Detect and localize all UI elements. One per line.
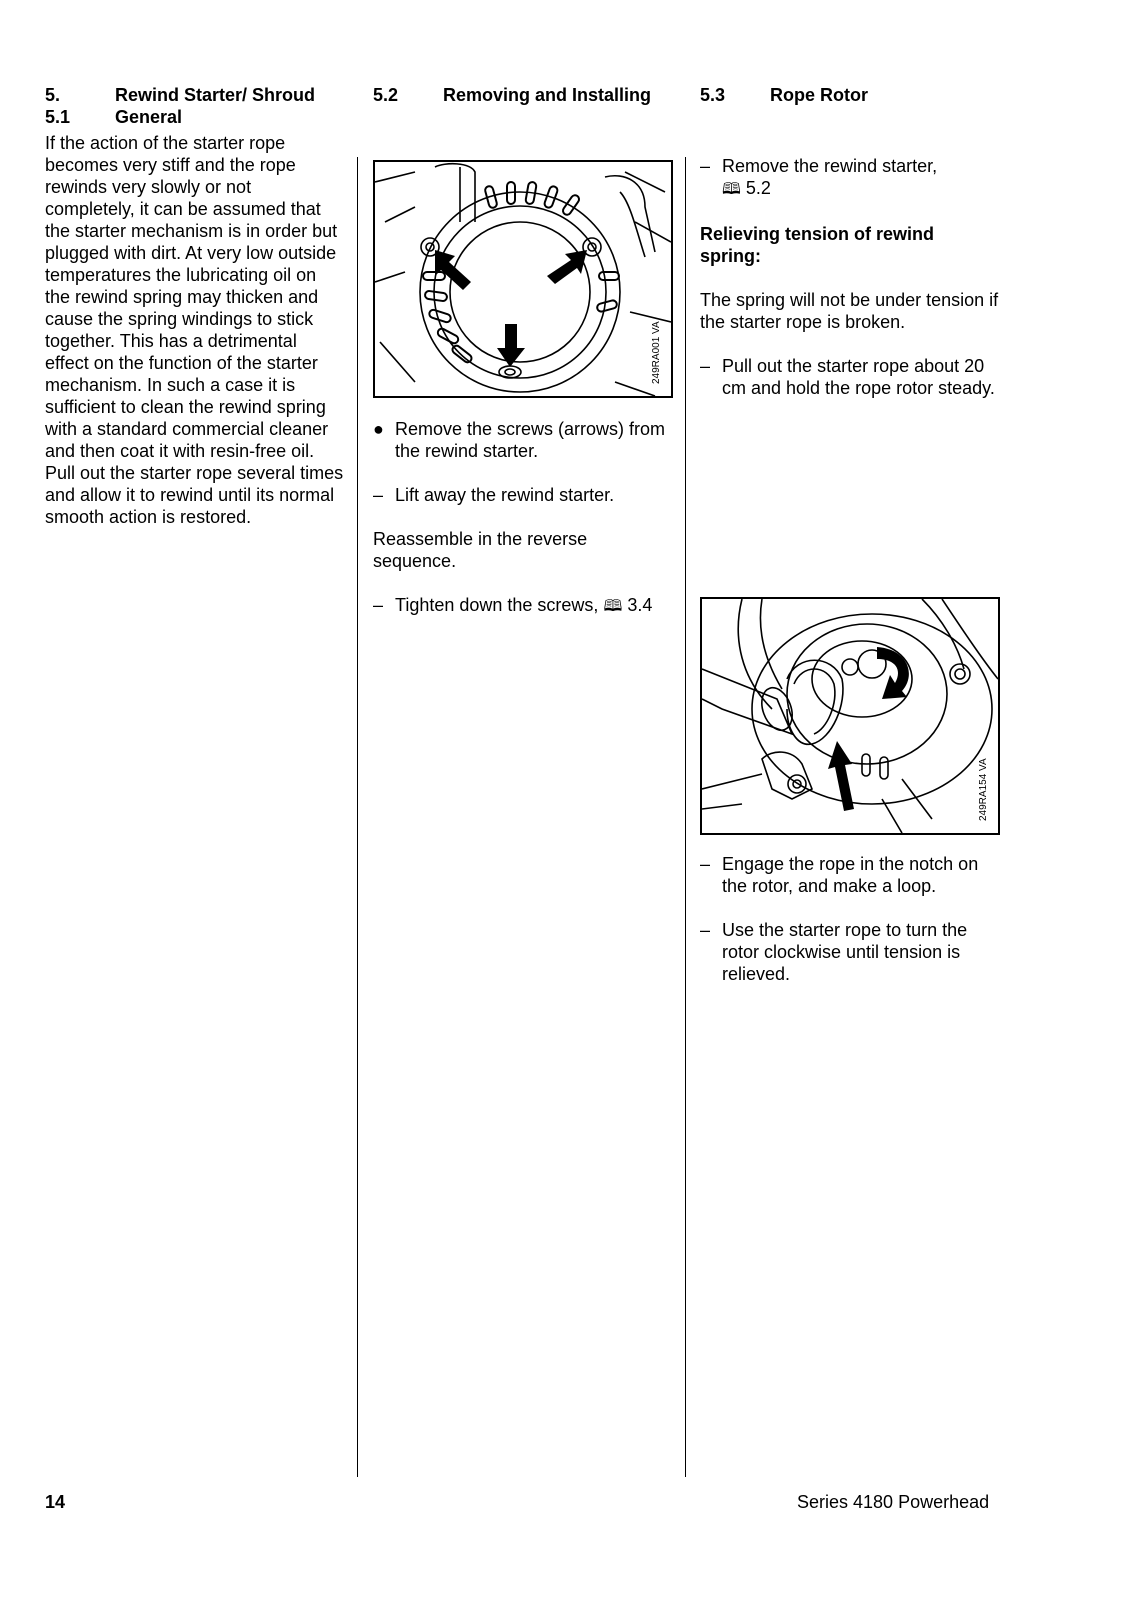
dash-marker: –	[373, 595, 384, 615]
rope-rotor-illustration	[702, 599, 998, 833]
section-removing-installing	[373, 84, 673, 106]
rope-rotor-steps	[700, 155, 1000, 399]
heading-title: General	[115, 107, 183, 127]
rope-rotor-figure	[700, 597, 1000, 835]
heading-title: Rope Rotor	[770, 85, 868, 105]
footer-series-title: Series 4180 Powerhead	[797, 1492, 990, 1512]
heading-5	[45, 84, 345, 106]
manual-book-icon: 🕮	[722, 181, 741, 198]
dash-marker: –	[700, 156, 711, 176]
heading-number: 5.3	[700, 85, 726, 105]
section-ref: 3.4	[627, 595, 653, 615]
heading-number: 5.	[45, 85, 61, 105]
bullet-icon: ●	[373, 419, 384, 439]
page-number: 14	[45, 1492, 66, 1512]
section-ref: 5.2	[745, 178, 771, 198]
column-divider-left	[357, 157, 358, 1477]
column-divider-right	[685, 157, 686, 1477]
step-turn-rotor: – Use the starter rope to turn the rotor clockwise until tension is relieved.	[700, 920, 968, 984]
subheading-relieving-tension: Relieving tension of rewind spring:	[700, 224, 935, 266]
general-paragraph: If the action of the starter rope becomes very stiff and the rope rewinds very slowly or not completely, it can be assumed that the starter mechanism is in order but plugged with dirt. At very low outside temperatures the lubricating oil on the rewind spring may thicken and cause the spring windings to stick together. This has a detrimental effect on the function of the starter mechanism. In such a case it is sufficient to clean the rewind spring with a standard commercial cleaner and then coat it with resin-free oil.	[45, 133, 338, 461]
step-remove-screws: ● Remove the screws (arrows) from the rewind starter.	[373, 419, 666, 461]
heading-title: Removing and Installing	[443, 85, 652, 105]
rewind-starter-illustration	[375, 162, 671, 396]
heading-title: Rewind Starter/ Shroud	[115, 85, 316, 105]
figure-code: 249RA001 VA	[651, 321, 662, 384]
dash-marker: –	[700, 854, 711, 874]
manual-book-icon: 🕮	[603, 598, 623, 615]
spring-note: The spring will not be under tension if the starter rope is broken.	[700, 290, 999, 332]
heading-5-1	[45, 106, 345, 128]
heading-number: 5.2	[373, 85, 399, 105]
step-remove-starter: – Remove the rewind starter, 🕮 5.2	[700, 155, 1000, 201]
dash-marker: –	[373, 485, 384, 505]
general-paragraph-2: Pull out the starter rope several times and allow it to rewind until its normal smooth action is restored.	[45, 463, 344, 527]
section-rope-rotor	[700, 84, 1000, 106]
section-general	[45, 84, 345, 528]
step-tighten-screws: – Tighten down the screws, 🕮 3.4	[373, 594, 673, 618]
rewind-starter-figure	[373, 160, 673, 398]
heading-5-3	[700, 84, 1000, 106]
step-pull-rope: – Pull out the starter rope about 20 cm and hold the rope rotor steady.	[700, 356, 995, 398]
reassemble-note: Reassemble in the reverse sequence.	[373, 529, 588, 571]
step-engage-rope: – Engage the rope in the notch on the rotor, and make a loop.	[700, 854, 979, 896]
rope-rotor-steps-2	[700, 853, 1000, 985]
heading-number: 5.1	[45, 107, 71, 127]
dash-marker: –	[700, 920, 711, 940]
dash-marker: –	[700, 356, 711, 376]
step-lift-starter: – Lift away the rewind starter.	[373, 485, 615, 505]
figure-code: 249RA154 VA	[978, 758, 989, 821]
heading-5-2	[373, 84, 673, 106]
removing-steps	[373, 418, 673, 618]
